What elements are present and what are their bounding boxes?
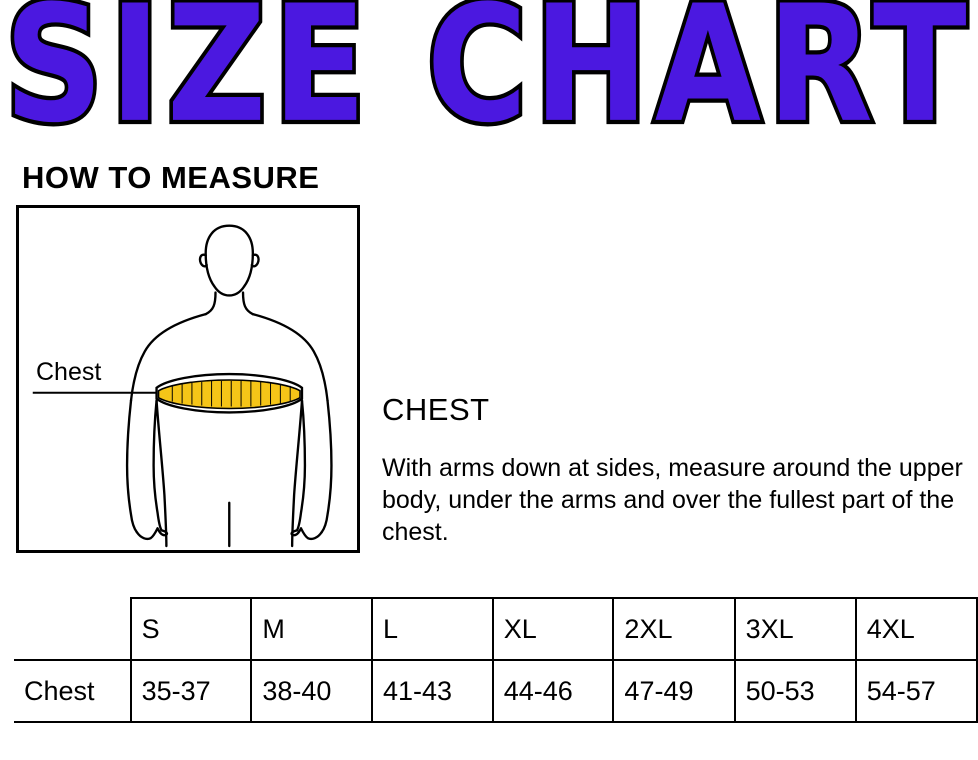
size-table xyxy=(14,597,978,723)
table-cell: 54-57 xyxy=(856,660,977,722)
table-corner-cell xyxy=(14,598,131,660)
table-header-cell: 4XL xyxy=(856,598,977,660)
table-cell: 47-49 xyxy=(613,660,734,722)
table-cell: 44-46 xyxy=(493,660,614,722)
table-header-cell: M xyxy=(251,598,372,660)
table-header-cell: S xyxy=(131,598,252,660)
tape-measure-icon xyxy=(157,374,302,412)
table-header-cell: 3XL xyxy=(735,598,856,660)
table-cell: 38-40 xyxy=(251,660,372,722)
table-header-row xyxy=(14,598,977,660)
table-header-cell: L xyxy=(372,598,493,660)
description-heading: CHEST xyxy=(382,392,490,427)
table-row-label: Chest xyxy=(14,660,131,722)
page-title-text: SIZE CHART xyxy=(4,0,974,159)
description-body: With arms down at sides, measure around the upper body, under the arms and over the fullest part of the chest. xyxy=(382,454,963,546)
table-header-cell: 2XL xyxy=(613,598,734,660)
figure-chest-label: Chest xyxy=(36,358,102,386)
page-title xyxy=(0,0,978,159)
table-header-cell: XL xyxy=(493,598,614,660)
table-row xyxy=(14,660,977,722)
table-cell: 41-43 xyxy=(372,660,493,722)
table-cell: 35-37 xyxy=(131,660,252,722)
how-to-measure-heading: HOW TO MEASURE xyxy=(22,160,320,195)
table-cell: 50-53 xyxy=(735,660,856,722)
